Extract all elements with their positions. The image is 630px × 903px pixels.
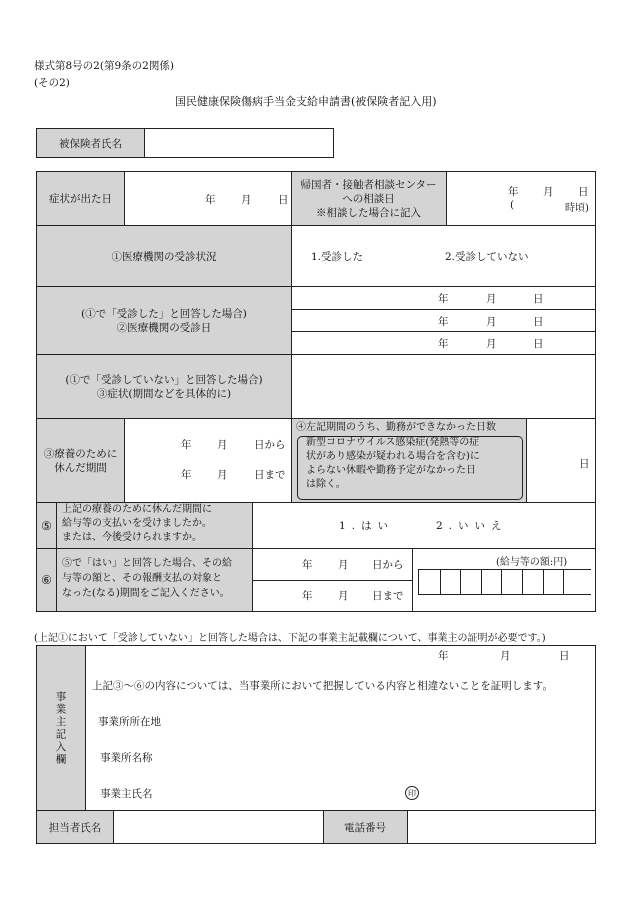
row5-question — [62, 503, 212, 545]
consult-label-line3: ※相談した場合に記入 — [316, 206, 421, 219]
leave-from-year-unit: 年 — [181, 439, 192, 451]
office-name-label: 事業所名称 — [100, 752, 153, 764]
leave-from-unit: 日から — [254, 439, 286, 451]
visit3-year-unit: 年 — [438, 338, 449, 350]
leave-until-unit: 日まで — [254, 469, 286, 481]
leave-note-line5: は除く。 — [306, 479, 346, 490]
visit-date-label-line2: ②医療機関の受診日 — [116, 321, 212, 334]
visit-date-field-3[interactable] — [293, 332, 595, 353]
leave-days-field[interactable] — [528, 420, 594, 501]
leave-note-header: ④左記期間のうち、勤務ができなかった日数 — [296, 422, 496, 433]
leave-period-label — [37, 419, 124, 502]
row6-number: ⑥ — [41, 573, 52, 587]
pay-to-year-unit: 年 — [302, 590, 313, 602]
owner-name-label: 事業主氏名 — [100, 788, 153, 800]
leave-period-field[interactable] — [126, 420, 290, 501]
salary-amount-boxes[interactable] — [418, 569, 591, 595]
consult-day-unit: 日 — [578, 186, 589, 198]
symptoms-desc-label — [37, 355, 291, 418]
visit1-year-unit: 年 — [438, 293, 449, 305]
consult-hour-unit: 時頃 — [565, 203, 585, 214]
symptom-year-unit: 年 — [205, 194, 216, 206]
form-part: (その2) — [34, 77, 70, 89]
consult-label-line1: 帰国者・接触者相談センター — [300, 178, 437, 191]
leave-note-line2: 新型コロナウイルス感染症(発熱等の症 — [306, 437, 480, 448]
pay-to-month-unit: 月 — [338, 590, 349, 602]
visit3-month-unit: 月 — [486, 338, 497, 350]
row6-q-line3: なった(なる)期間をご記入ください。 — [62, 588, 230, 599]
staff-name-label: 担当者氏名 — [48, 821, 102, 834]
leave-from-month-unit: 月 — [217, 439, 228, 451]
form-number: 様式第8号の2(第9条の2関係) — [34, 60, 174, 72]
pay-from-month-unit: 月 — [338, 559, 349, 571]
owner-name-field[interactable] — [180, 782, 400, 802]
row6-question — [62, 556, 232, 601]
row6-q-line2: 与等の額と、その報酬支払の対象と — [62, 573, 222, 584]
consult-date-field[interactable] — [448, 173, 594, 224]
pay-period-from-field[interactable] — [254, 550, 411, 579]
leave-to-year-unit: 年 — [181, 469, 192, 481]
employer-month-unit: 月 — [500, 650, 511, 662]
insured-name-field[interactable] — [146, 129, 332, 157]
pay-until-unit: 日まで — [372, 590, 404, 602]
leave-note-body — [306, 436, 480, 492]
pay-from-year-unit: 年 — [302, 559, 313, 571]
pay-from-unit: 日から — [372, 559, 404, 571]
symptoms-desc-label-line2: ③症状(期間などを具体的に) — [96, 387, 232, 400]
office-address-field[interactable] — [180, 710, 580, 730]
employer-side-label — [37, 646, 85, 810]
phone-field[interactable] — [409, 812, 594, 842]
leave-note-line4: よらない休暇や勤務予定がなかった日 — [306, 465, 476, 476]
seal-icon: 印 — [405, 786, 419, 800]
consult-label-line2: への相談日 — [342, 192, 395, 205]
row6-q-line1: ⑤で「はい」と回答した場合、その給 — [62, 558, 232, 569]
leave-label-line2: 休んだ期間 — [54, 461, 107, 474]
symptoms-desc-field[interactable] — [293, 356, 595, 417]
row5-q-line3: または、今後受けられますか。 — [62, 532, 202, 543]
consult-year-unit: 年 — [508, 186, 519, 198]
visit-date-label — [37, 287, 291, 354]
salary-option-no[interactable]: 2.いいえ — [436, 520, 508, 532]
leave-days-unit: 日 — [579, 458, 590, 470]
salary-option-yes[interactable]: 1.はい — [339, 520, 395, 532]
employer-certify-text: 上記③〜⑥の内容については、当事業所において把握している内容と相違ないことを証明します。 — [92, 680, 553, 692]
symptom-day-unit: 日 — [278, 194, 289, 206]
leave-label-line1: ③療養のために — [43, 447, 118, 460]
salary-amount-label: (給与等の額:円) — [496, 557, 568, 568]
employer-day-unit: 日 — [559, 650, 570, 662]
visit1-day-unit: 日 — [533, 293, 544, 305]
visit1-month-unit: 月 — [486, 293, 497, 305]
employer-note: (上記①において「受診していない」と回答した場合は、下記の事業主記載欄について、事業主の証明が必要です。) — [34, 633, 546, 644]
row5-q-line2: 給与等の支払いを受けましたか。 — [62, 518, 212, 529]
consult-date-label — [291, 172, 446, 225]
leave-to-month-unit: 月 — [217, 469, 228, 481]
visit-status-label: ①医療機関の受診状況 — [111, 250, 217, 263]
row5-q-line1: 上記の療養のために休んだ期間に — [62, 504, 212, 515]
visit2-month-unit: 月 — [486, 316, 497, 328]
visit3-day-unit: 日 — [533, 338, 544, 350]
visit-date-field-2[interactable] — [293, 310, 595, 330]
visit2-year-unit: 年 — [438, 316, 449, 328]
visit-date-field-1[interactable] — [293, 288, 595, 308]
pay-period-to-field[interactable] — [254, 582, 411, 611]
employer-year-unit: 年 — [438, 650, 449, 662]
visit-option-yes[interactable]: 1.受診した — [311, 251, 364, 263]
phone-label: 電話番号 — [344, 821, 386, 834]
symptom-month-unit: 月 — [241, 194, 252, 206]
page-title: 国民健康保険傷病手当金支給申請書(被保険者記入用) — [175, 95, 437, 108]
symptom-date-field[interactable] — [126, 173, 290, 224]
symptom-date-label: 症状が出た日 — [49, 193, 112, 205]
staff-name-field[interactable] — [115, 812, 321, 842]
leave-note-line3: 状があり感染が疑われる場合を含む)に — [306, 451, 480, 462]
symptoms-desc-label-line1: (①で「受診していない」と回答した場合) — [65, 373, 263, 386]
office-address-label: 事業所所在地 — [98, 716, 161, 728]
employer-side-label-text: 事業主記入欄 — [54, 690, 67, 766]
office-name-field[interactable] — [180, 746, 580, 766]
consult-month-unit: 月 — [543, 186, 554, 198]
visit-date-label-line1: (①で「受診した」と回答した場合) — [81, 307, 247, 320]
insured-name-label: 被保険者氏名 — [37, 129, 145, 157]
visit2-day-unit: 日 — [533, 316, 544, 328]
row5-number: ⑤ — [41, 518, 52, 533]
visit-option-no[interactable]: 2.受診していない — [445, 251, 529, 263]
